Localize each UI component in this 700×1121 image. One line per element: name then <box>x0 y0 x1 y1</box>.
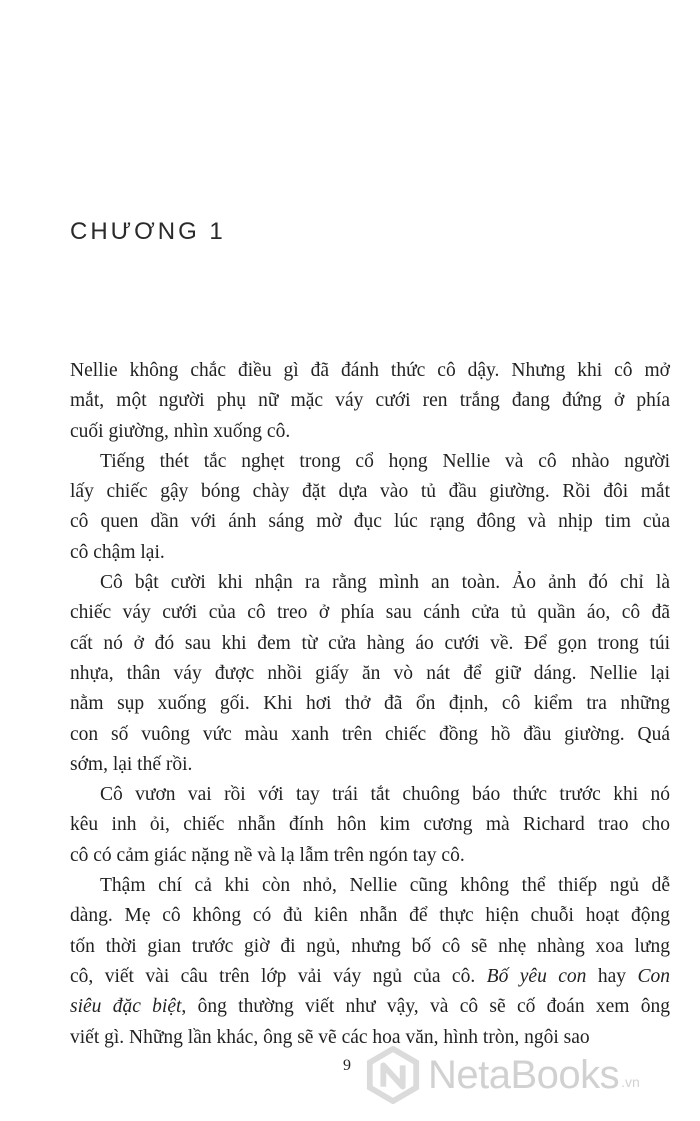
text-line: Nellie không chắc điều gì đã đánh thức cô dậy. Nhưng khi cô mở <box>70 360 670 381</box>
text-line: tốn thời gian trước giờ đi ngủ, nhưng bố cô sẽ nhẹ nhàng xoa lưng <box>70 935 670 957</box>
text-line <box>70 992 670 1022</box>
netabooks-logo-icon <box>364 1046 422 1104</box>
text-line: Tiếng thét tắc nghẹt trong cổ họng Nellie và cô nhào người <box>100 450 670 472</box>
paragraph <box>70 568 670 780</box>
italic-text: siêu đặc biệt <box>70 996 182 1018</box>
text-line: kêu inh ỏi, chiếc nhẫn đính hôn kim cương mà Richard trao cho <box>70 814 670 836</box>
italic-text: Bố yêu con <box>486 965 587 987</box>
text-line: con số vuông vức màu xanh trên chiếc đồng hồ đầu giường. Quá <box>70 723 670 745</box>
text-line: dàng. Mẹ cô không có đủ kiên nhẫn để thực hiện chuỗi hoạt động <box>70 905 670 927</box>
text-line <box>70 962 670 992</box>
text-line: cô quen dần với ánh sáng mờ đục lúc rạng đông và nhịp tim của <box>70 511 670 533</box>
watermark-suffix: .vn <box>621 1074 640 1090</box>
text-run: cô, viết vài câu trên lớp vải váy ngủ của cô. <box>70 965 487 987</box>
text-line: Cô bật cười khi nhận ra rằng mình an toàn. Ảo ảnh đó chỉ là <box>100 572 670 594</box>
text-line: Cô vươn vai rồi với tay trái tắt chuông báo thức trước khi nó <box>100 784 670 806</box>
watermark <box>364 1040 640 1110</box>
text-run: hay <box>586 965 638 987</box>
paragraph <box>70 780 670 871</box>
text-line: Thậm chí cả khi còn nhỏ, Nellie cũng không thể thiếp ngủ dễ <box>100 875 670 897</box>
chapter-title: CHƯƠNG 1 <box>70 218 226 245</box>
text-line: cô chậm lại. <box>70 541 165 563</box>
text-line: lấy chiếc gậy bóng chày đặt dựa vào tủ đầu giường. Rồi đôi mắt <box>70 481 670 503</box>
text-line: sớm, lại thế rồi. <box>70 753 193 775</box>
text-line: viết gì. Những lần khác, ông sẽ vẽ các hoa văn, hình tròn, ngôi sao <box>70 1026 590 1048</box>
body-text <box>70 356 670 1053</box>
text-run: , ông thường viết như vậy, và cô sẽ cố đoán xem ông <box>181 996 670 1018</box>
text-line: cuối giường, nhìn xuống cô. <box>70 420 291 442</box>
watermark-text: NetaBooks <box>428 1052 620 1097</box>
text-line: cô có cảm giác nặng nề và lạ lẫm trên ngón tay cô. <box>70 844 465 866</box>
text-line: mắt, một người phụ nữ mặc váy cưới ren trắng đang đứng ở phía <box>70 390 670 412</box>
paragraph <box>70 447 670 568</box>
page-number: 9 <box>343 1057 351 1074</box>
text-line: nằm sụp xuống gối. Khi hơi thở đã ổn định, cô kiểm tra những <box>70 693 670 715</box>
text-line: cất nó ở đó sau khi đem từ cửa hàng áo cưới về. Để gọn trong túi <box>70 632 670 654</box>
text-line: chiếc váy cưới của cô treo ở phía sau cánh cửa tủ quần áo, cô đã <box>70 602 670 624</box>
paragraph <box>70 871 670 1053</box>
italic-text: Con <box>637 965 670 987</box>
text-line: nhựa, thân váy được nhồi giấy ăn vò nát để giữ dáng. Nellie lại <box>70 662 670 684</box>
paragraph <box>70 356 670 447</box>
